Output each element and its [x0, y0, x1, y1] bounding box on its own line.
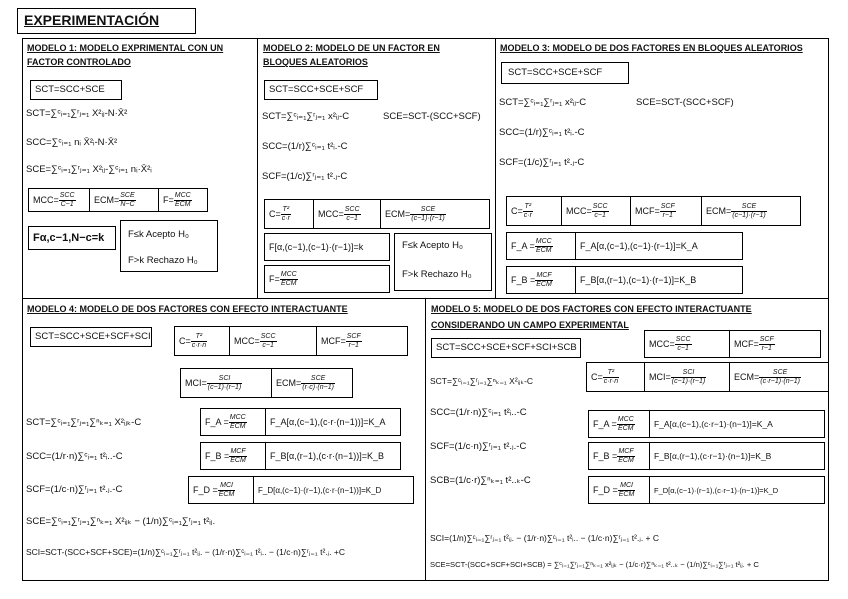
model-4-sce-formula: SCE=∑ᶜᵢ₌₁∑ʳⱼ₌₁∑ⁿₖ₌₁ X²ᵢⱼₖ − (1/n)∑ᶜᵢ₌₁∑ʳⱼ₌₁ t²ᵢⱼ. [26, 516, 216, 527]
model-2-mcc-cell: MCC= $\frac{\text{SCC}}{c-1}$ [313, 199, 381, 229]
model-4-c-cell: C= $\frac{\text{T²}}{c\cdot r\cdot n}$ [174, 326, 230, 356]
model-4-scc-formula: SCC=(1/r·n)∑ᶜᵢ₌₁ t²ᵢ..-C [26, 451, 123, 462]
model-5-fa-cell: F_A = $\frac{\text{MCC}}{\text{ECM}}$ [588, 410, 650, 438]
model-3-sct-formula: SCT=∑ᶜᵢ₌₁∑ʳⱼ₌₁ x²ᵢⱼ-C [499, 97, 587, 108]
model-1-scc-formula: SCC=∑ᶜᵢ₌₁ nᵢ X̄²ᵢ-N·X̄² [26, 137, 118, 148]
model-3-c-cell: C= $\frac{\text{T²}}{c\cdot r}$ [506, 196, 562, 226]
model-3-mcc-cell: MCC= $\frac{\text{SCC}}{c-1}$ [561, 196, 631, 226]
model-2-sct-formula: SCT=∑ᶜᵢ₌₁∑ʳⱼ₌₁ x²ᵢⱼ-C [262, 111, 350, 122]
model-5-fa-critical: F_A[α,(c−1),(c·r−1)·(n−1)]=K_A [649, 410, 825, 438]
model-4-fd-critical: F_D[α,(c−1)·(r−1),(c·r·(n−1))]=K_D [253, 476, 414, 504]
model-4-ecm-cell: ECM= $\frac{\text{SCE}}{(r\cdot c)\cdot(n-1)}$ [271, 368, 353, 398]
model-2-f-critical: F[α,(c−1),(c−1)·(r−1)]=k [264, 233, 390, 261]
model-5-ecm-cell: ECM= $\frac{\text{SCE}}{(c\cdot r-1)\cdot(n-1)}$ [729, 362, 829, 392]
model-1-sct-formula: SCT=∑ᶜᵢ₌₁∑ʳⱼ₌₁ X²ᵢⱼ-N·X̄² [26, 108, 128, 119]
model-3-fb-critical: F_B[α,(r−1),(c−1)·(r−1)]=K_B [575, 266, 743, 294]
model-4-fb-cell: F_B = $\frac{\text{MCF}}{\text{ECM}}$ [200, 442, 266, 470]
model-4-scf-formula: SCF=(1/c·n)∑ʳⱼ₌₁ t².ⱼ.-C [26, 484, 123, 495]
model-5-c-cell: C= $\frac{\text{T²}}{c\cdot r\cdot n}$ [586, 362, 645, 392]
model-3-fa-cell: F_A = $\frac{\text{MCC}}{\text{ECM}}$ [506, 232, 576, 260]
model-4-mcc-cell: MCC= $\frac{\text{SCC}}{c-1}$ [229, 326, 317, 356]
model-1-mcc-cell: MCC= $\frac{\text{SCC}}{C-1}$ [28, 188, 90, 212]
model-5-scb-formula: SCB=(1/c·r)∑ⁿₖ₌₁ t²..ₖ-C [430, 475, 531, 486]
model-5-heading: MODELO 5: MODELO DE DOS FACTORES CON EFECTO INTERACTUANTE [431, 304, 752, 314]
model-3-fa-critical: F_A[α,(c−1),(c−1)·(r−1)]=K_A [575, 232, 743, 260]
model-2-reject-rule: F>k Rechazo H₀ [402, 269, 472, 280]
model-5-sci-formula: SCI=(1/n)∑ᶜᵢ₌₁∑ʳⱼ₌₁ t²ᵢⱼ. − (1/r·n)∑ᶜᵢ₌₁ t²ᵢ.. − (1/c·n)∑ʳⱼ₌₁ t².ⱼ. + C [430, 533, 660, 543]
model-2-heading: MODELO 2: MODELO DE UN FACTOR EN [263, 43, 440, 53]
model-4-fa-cell: F_A = $\frac{\text{MCC}}{\text{ECM}}$ [200, 408, 266, 436]
model-5-sct-formula: SCT=∑ᶜᵢ₌₁∑ʳⱼ₌₁∑ⁿₖ₌₁ X²ᵢⱼₖ-C [430, 376, 534, 386]
model-4-fd-cell: F_D = $\frac{\text{MCI}}{\text{ECM}}$ [188, 476, 254, 504]
model-5-fd-critical: F_D[α,(c−1)·(r−1),(c·r−1)·(n−1)]=K_D [649, 476, 825, 504]
model-1-sct-box: SCT=SCC+SCE [30, 80, 122, 100]
model-5-mcf-cell: MCF= $\frac{\text{SCF}}{r-1}$ [729, 330, 821, 358]
model-1-heading: MODELO 1: MODELO EXPRIMENTAL CON UN [27, 43, 224, 53]
model-3-mcf-cell: MCF= $\frac{\text{SCF}}{r-1}$ [630, 196, 702, 226]
model-5-fd-cell: F_D = $\frac{\text{MCI}}{\text{ECM}}$ [588, 476, 650, 504]
model-5-heading-line2: CONSIDERANDO UN CAMPO EXPERIMENTAL [431, 320, 629, 330]
model-2-c-cell: C= $\frac{\text{T²}}{c\cdot r}$ [264, 199, 314, 229]
model-2-scf-formula: SCF=(1/c)∑ʳⱼ₌₁ t².ⱼ-C [262, 171, 348, 182]
model-5-sct-box: SCT=SCC+SCE+SCF+SCI+SCB [431, 338, 581, 358]
model-4-mci-cell: MCI= $\frac{\text{SCI}}{(c-1)\cdot(r-1)}$ [180, 368, 272, 398]
model-1-heading-line2: FACTOR CONTROLADO [27, 57, 131, 67]
model-1-f-critical: Fα,c−1,N−c=k [28, 226, 116, 250]
page-title: EXPERIMENTACIÓN [17, 8, 196, 34]
model-3-heading: MODELO 3: MODELO DE DOS FACTORES EN BLOQUES ALEATORIOS [500, 43, 803, 53]
model-2-f-cell: F= $\frac{\text{MCC}}{\text{ECM}}$ [264, 265, 390, 293]
model-2-ecm-cell: ECM= $\frac{\text{SCE}}{(c-1)\cdot(r-1)}$ [380, 199, 490, 229]
model-4-sci-formula: SCI=SCT-(SCC+SCF+SCE)=(1/n)∑ᶜᵢ₌₁∑ʳⱼ₌₁ t²ᵢⱼ. − (1/r·n)∑ᶜᵢ₌₁ t²ᵢ.. − (1/c·n)∑ʳⱼ₌₁ t².ⱼ. +C [26, 547, 345, 557]
model-3-fb-cell: F_B = $\frac{\text{MCF}}{\text{ECM}}$ [506, 266, 576, 294]
model-3-ecm-cell: ECM= $\frac{\text{SCE}}{(c-1)\cdot(r-1)}$ [701, 196, 801, 226]
model-5-fb-critical: F_B[α,(r−1),(c·r−1)·(n−1)]=K_B [649, 442, 825, 470]
model-4-sct-box: SCT=SCC+SCE+SCF+SCI [30, 327, 152, 347]
model-1-reject-rule: F>k Rechazo H₀ [128, 255, 198, 266]
model-5-fb-cell: F_B = $\frac{\text{MCF}}{\text{ECM}}$ [588, 442, 650, 470]
model-1-sce-formula: SCE=∑ᶜᵢ₌₁∑ʳⱼ₌₁ X²ᵢⱼ-∑ᶜᵢ₌₁ nᵢ·X̄²ᵢ [26, 164, 152, 175]
model-5-sce-formula: SCE=SCT-(SCC+SCF+SCI+SCB) = ∑ᶜᵢ₌₁∑ʳⱼ₌₁∑ⁿₖ₌₁ x²ᵢⱼₖ − (1/c·r)∑ⁿₖ₌₁ t²..ₖ − (1/n)∑ᶜᵢ₌₁∑ʳⱼ₌₁ t²ᵢⱼ. + C [430, 560, 759, 569]
model-4-fb-critical: F_B[α,(r−1),(c·r·(n−1))]=K_B [265, 442, 401, 470]
model-2-scc-formula: SCC=(1/r)∑ᶜᵢ₌₁ t²ᵢ.-C [262, 141, 348, 152]
model-4-mcf-cell: MCF= $\frac{\text{SCF}}{r-1}$ [316, 326, 408, 356]
model-2-sce-formula: SCE=SCT-(SCC+SCF) [383, 111, 481, 122]
model-5-mci-cell: MCI= $\frac{\text{SCI}}{(c-1)\cdot(r-1)}$ [644, 362, 730, 392]
model-2-heading-line2: BLOQUES ALEATORIOS [263, 57, 368, 67]
model-1-ecm-cell: ECM= $\frac{\text{SCE}}{N-C}$ [89, 188, 159, 212]
model-5-mcc-cell: MCC= $\frac{\text{SCC}}{c-1}$ [644, 330, 730, 358]
model-3-sce-formula: SCE=SCT-(SCC+SCF) [636, 97, 734, 108]
model-3-scf-formula: SCF=(1/c)∑ʳⱼ₌₁ t².ⱼ-C [499, 157, 585, 168]
model-5-scf-formula: SCF=(1/c·n)∑ʳⱼ₌₁ t².ⱼ.-C [430, 441, 527, 452]
model-5-scc-formula: SCC=(1/r·n)∑ᶜᵢ₌₁ t²ᵢ..-C [430, 407, 527, 418]
model-2-accept-rule: F≤k Acepto H₀ [402, 240, 463, 251]
model-1-f-cell: F= $\frac{\text{MCC}}{\text{ECM}}$ [158, 188, 208, 212]
model-4-heading: MODELO 4: MODELO DE DOS FACTORES CON EFECTO INTERACTUANTE [27, 304, 348, 314]
model-4-sct-formula: SCT=∑ᶜᵢ₌₁∑ʳⱼ₌₁∑ⁿₖ₌₁ X²ᵢⱼₖ-C [26, 417, 142, 428]
model-1-accept-rule: F≤k Acepto H₀ [128, 229, 189, 240]
model-3-sct-box: SCT=SCC+SCE+SCF [501, 62, 629, 84]
model-3-scc-formula: SCC=(1/r)∑ᶜᵢ₌₁ t²ᵢ.-C [499, 127, 585, 138]
model-2-sct-box: SCT=SCC+SCE+SCF [264, 80, 378, 100]
model-4-fa-critical: F_A[α,(c−1),(c·r·(n−1))]=K_A [265, 408, 401, 436]
